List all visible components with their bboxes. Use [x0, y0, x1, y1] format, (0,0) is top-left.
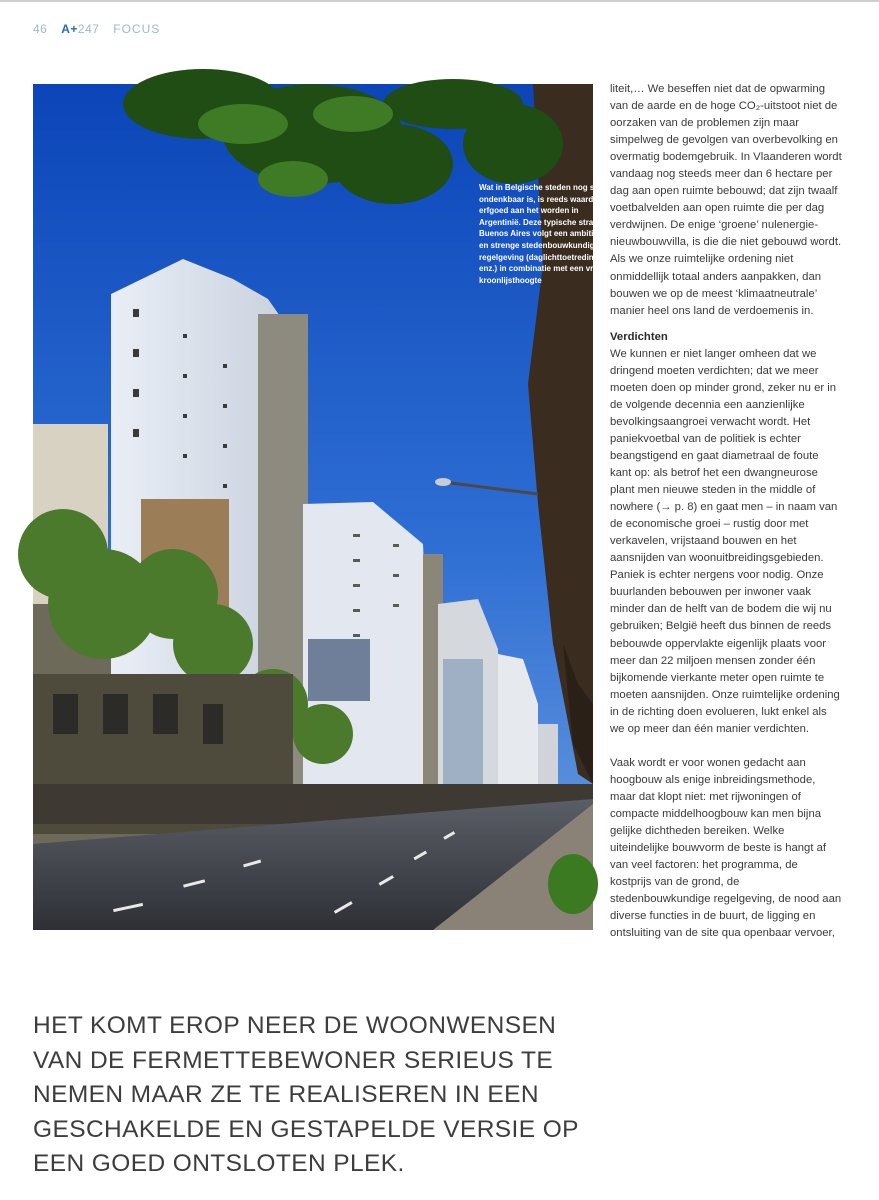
issue-number: 247: [77, 22, 100, 36]
article-paragraph-2: We kunnen er niet langer omheen dat we dringend moeten verdichten; dat we meer moeten doen op minder grond, zeker nu er in de volgende decennia een aanzienlijke bevolkingsaangroei verwacht wordt. Het paniekvoetbal van de politiek is echter beangstigend en gaat diametraal de foute kant op: als betrof het een dwangneurose plant men nieuwe steden in the middle of nowhere (→ p. 8) en gaat men – in naam van de economische groei – rustig door met verkavelen, vrijstaand bouwen en het aansnijden van woonuitbreidingsgebieden.: [610, 347, 838, 565]
article-paragraph-4: Vaak wordt er voor wonen gedacht aan hoogbouw als enige inbreidingsmethode, maar dat klopt niet: met rijwoningen of compacte middelhoogbouw kan men bijna gelijke dichtheden bereiken. Welke uiteindelijke bouwvorm de beste is hangt af van veel factoren: het programma, de kostprijs van de grond, de stedenbouwkundige regelgeving, de nood aan diverse functies in de buurt, de ligging en ontsluiting van de site qua openbaar vervoer,: [610, 756, 842, 940]
street-photo: [33, 84, 616, 930]
photo-caption: Wat in Belgische steden nog steeds ondenkbaar is, is reeds waardevol erfgoed aan het worden in Argentinië. Deze typische straat te Buenos Aires volgt een ambitieuze en strenge stedenbouwkundige regelgeving (daglichttoetreding, enz.) in combinatie met een vrije kroonlijsthoogte: [479, 183, 616, 285]
article-paragraph-1: liteit,… We beseffen niet dat de opwarming van de aarde en de hoge CO₂-uitstoot niet de oorzaken van de problemen zijn maar simpelweg de gevolgen van overbevolking en overmatig bodemgebruik. In Vlaanderen wordt vandaag nog steeds meer dan 6 hectare per dag aan open ruimte bebouwd; dat zijn twaalf voetbalvelden aan open ruimte die per dag verdwijnen. De enige ‘groene’ nulenergie-nieuwbouwvilla, is die die niet gebouwd wordt. Als we onze ruimtelijke ordening niet onmiddellijk totaal anders aanpakken, dan bouwen we op de meest ‘klimaatneutrale’ manier heel ons land de verdoemenis in.: [610, 83, 842, 317]
magazine-brand: A+: [61, 22, 78, 36]
top-rule: [0, 0, 879, 2]
article-paragraph-3: Paniek is echter nergens voor nodig. Onze buurlanden bebouwen per inwoner vaak minder dan de helft van de bodem die wij nu gebruiken; België heeft dus binnen de reeds bebouwde oppervlakte eigenlijk plaats voor meer dan 22 miljoen mensen zonder één bijkomende vierkante meter open ruimte te moeten aansnijden. Onze ruimtelijke ordening in de richting doen evolueren, lukt enkel als we op meer dan één manier verdichten.: [610, 569, 840, 735]
article-column: [610, 81, 842, 942]
page-header: [33, 22, 170, 36]
page-number: 46: [33, 22, 48, 36]
pull-quote: HET KOMT EROP NEER DE WOONWENSEN VAN DE FERMETTEBEWONER SERIEUS TE NEMEN MAAR ZE TE REALISEREN IN EEN GESCHAKELDE EN GESTAPELDE VERSIE OP EEN GOED ONTSLOTEN PLEK.: [33, 1012, 579, 1177]
section-label: FOCUS: [113, 22, 161, 36]
article-subheading: Verdichten: [610, 330, 668, 343]
